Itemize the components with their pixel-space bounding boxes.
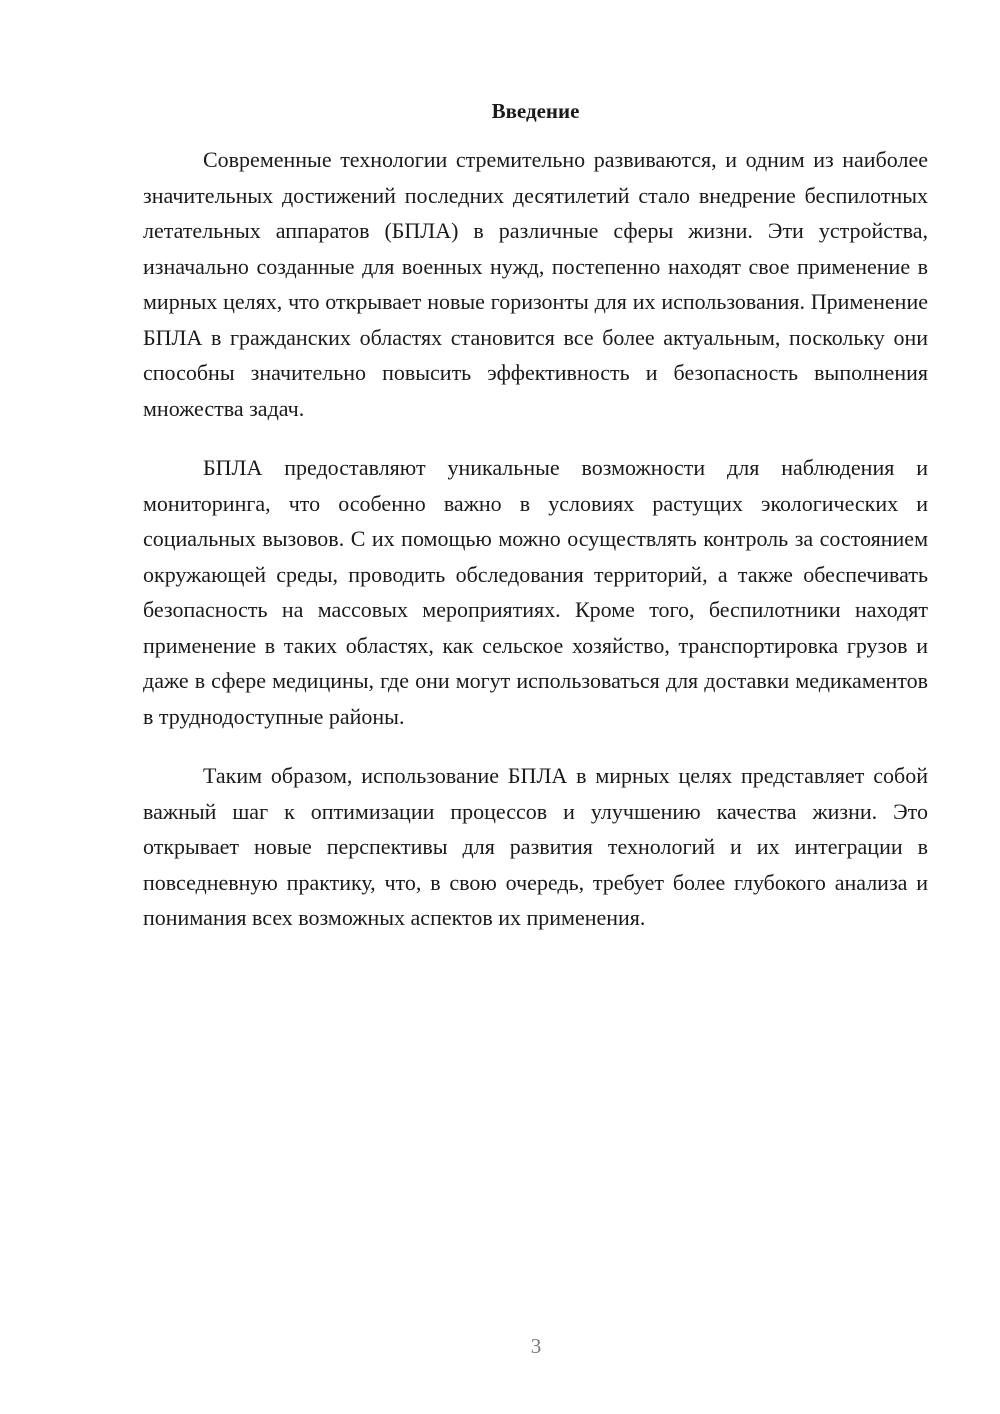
paragraph: Таким образом, использование БПЛА в мирных целях представляет собой важный шаг к оптимизации процессов и улучшению качества жизни. Это открывает новые перспективы для развития технологий и их интеграции в повседневную практику, что, в свою очередь, требует более глубокого анализа и понимания всех возможных аспектов их применения. [143, 763, 928, 930]
paragraph: Современные технологии стремительно развиваются, и одним из наиболее значительных достижений последних десятилетий стало внедрение беспилотных летательных аппаратов (БПЛА) в различные сферы жизни. Эти устройства, изначально созданные для военных нужд, постепенно находят свое применение в мирных целях, что открывает новые горизонты для их использования. Применение БПЛА в гражданских областях становится все более актуальным, поскольку они способны значительно повысить эффективность и безопасность выполнения множества задач. [143, 147, 928, 421]
section-heading: Введение [491, 99, 580, 123]
page-number: 3 [530, 1334, 542, 1358]
body-text [143, 142, 928, 960]
paragraph: БПЛА предоставляют уникальные возможности для наблюдения и мониторинга, что особенно важно в условиях растущих экологических и социальных вызовов. С их помощью можно осуществлять контроль за состоянием окружающей среды, проводить обследования территорий, а также обеспечивать безопасность на массовых мероприятиях. Кроме того, беспилотники находят применение в таких областях, как сельское хозяйство, транспортировка грузов и даже в сфере медицины, где они могут использоваться для доставки медикаментов в труднодоступные районы. [143, 455, 928, 729]
